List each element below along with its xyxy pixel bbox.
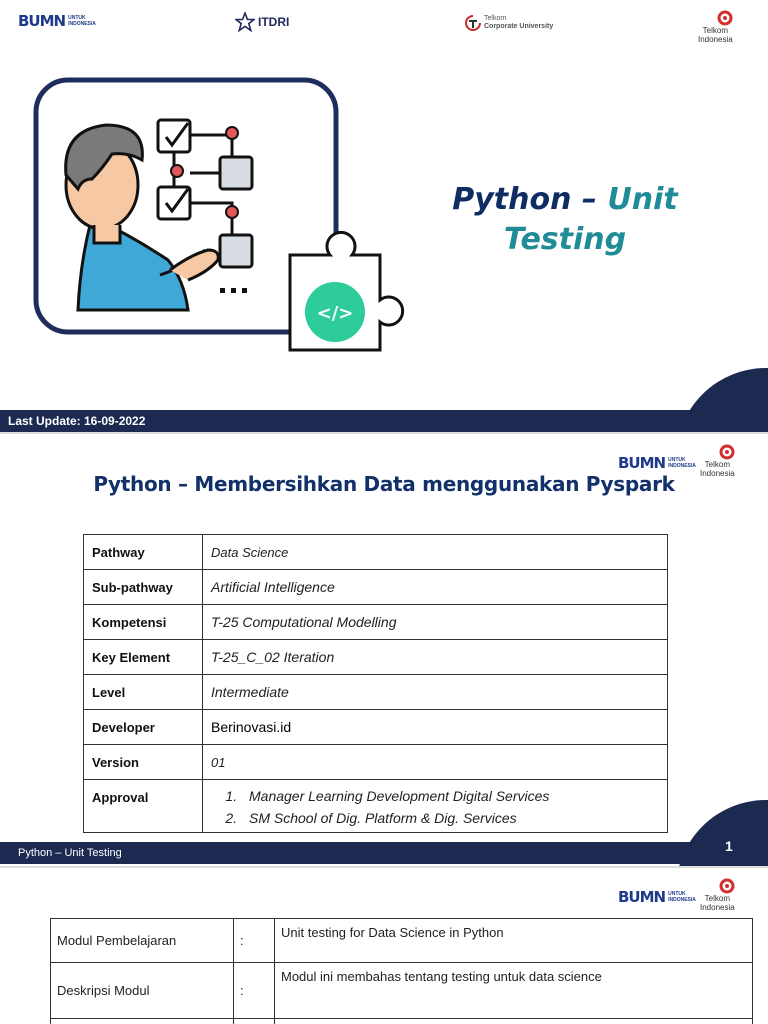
module-label: Modul Pembelajaran	[51, 919, 234, 963]
bumn-logo-mark: BUMN	[18, 12, 66, 30]
info-slide	[0, 434, 768, 866]
row-value: Intermediate	[203, 675, 668, 710]
telkom-flame-icon	[713, 10, 733, 26]
telkom-flame-icon	[715, 444, 735, 460]
telkom-logo-text: Telkom Indonesia	[698, 26, 733, 44]
bumn-logo-subtitle: UNTUK INDONESIA	[68, 15, 96, 27]
slide-title	[430, 180, 700, 260]
slide-title: Python – Membersihkan Data menggunakan Pyspark	[93, 472, 675, 496]
tcu-logo-text: Telkom Corporate University	[484, 15, 554, 30]
table-row	[84, 605, 668, 640]
row-key: Key Element	[84, 640, 203, 675]
course-info-table	[83, 534, 668, 833]
itdri-logo	[235, 12, 289, 32]
telkom-indonesia-logo	[700, 878, 735, 912]
star-icon	[235, 12, 255, 32]
table-row	[51, 1019, 753, 1024]
row-key: Version	[84, 745, 203, 780]
table-row	[84, 535, 668, 570]
telkom-logo-text: Telkom Indonesia	[700, 894, 735, 912]
bumn-logo	[618, 454, 696, 472]
telkom-t-icon	[465, 14, 481, 32]
row-value: T-25 Computational Modelling	[203, 605, 668, 640]
table-row	[84, 675, 668, 710]
module-value: Modul ini membahas tentang testing untuk data science	[275, 963, 753, 1019]
last-update-text: Last Update: 16-09-2022	[8, 414, 146, 428]
bumn-logo	[618, 888, 696, 906]
row-value: Berinovasi.id	[203, 710, 668, 745]
module-table	[50, 918, 753, 1024]
title-slide	[0, 0, 768, 432]
itdri-logo-text: ITDRI	[258, 15, 290, 29]
table-row	[84, 640, 668, 675]
footer-title-text: Python – Unit Testing	[18, 847, 122, 859]
table-row	[51, 963, 753, 1019]
title-part-testing: Testing	[503, 222, 627, 257]
footer-bar	[0, 842, 768, 864]
title-part-unit: Unit	[607, 182, 678, 217]
table-row	[84, 780, 668, 833]
bumn-logo-subtitle: UNTUK INDONESIA	[668, 891, 696, 903]
approval-list-cell	[203, 780, 668, 833]
row-key: Kompetensi	[84, 605, 203, 640]
bumn-logo-mark: BUMN	[618, 888, 666, 906]
row-key: Sub-pathway	[84, 570, 203, 605]
developer-illustration	[30, 75, 410, 360]
separator: :	[234, 919, 275, 963]
code-glyph: </>	[316, 303, 354, 324]
list-item: 2. SM School of Dig. Platform & Dig. Services	[241, 810, 659, 826]
row-value: 01	[203, 745, 668, 780]
row-value: Data Science	[203, 535, 668, 570]
row-value: T-25_C_02 Iteration	[203, 640, 668, 675]
approval-list	[211, 788, 659, 826]
list-item: 1. Manager Learning Development Digital Services	[241, 788, 659, 804]
row-key: Pathway	[84, 535, 203, 570]
table-row	[84, 710, 668, 745]
page-number: 1	[725, 838, 733, 854]
separator: :	[234, 963, 275, 1019]
bumn-logo	[18, 12, 96, 30]
telkom-indonesia-logo	[698, 10, 733, 44]
tcu-logo	[465, 14, 553, 32]
row-key: Level	[84, 675, 203, 710]
row-key: Developer	[84, 710, 203, 745]
module-value: Unit testing for Data Science in Python	[275, 919, 753, 963]
module-label: Deskripsi Modul	[51, 963, 234, 1019]
telkom-flame-icon	[715, 878, 735, 894]
telkom-logo-text: Telkom Indonesia	[700, 460, 735, 478]
row-value: Artificial Intelligence	[203, 570, 668, 605]
bumn-logo-mark: BUMN	[618, 454, 666, 472]
module-slide	[0, 868, 768, 1024]
table-row	[51, 919, 753, 963]
title-part-python: Python –	[452, 182, 608, 217]
footer-bar	[0, 410, 768, 432]
table-row	[84, 570, 668, 605]
table-row	[84, 745, 668, 780]
bumn-logo-subtitle: UNTUK INDONESIA	[668, 457, 696, 469]
row-key: Approval	[84, 780, 203, 833]
